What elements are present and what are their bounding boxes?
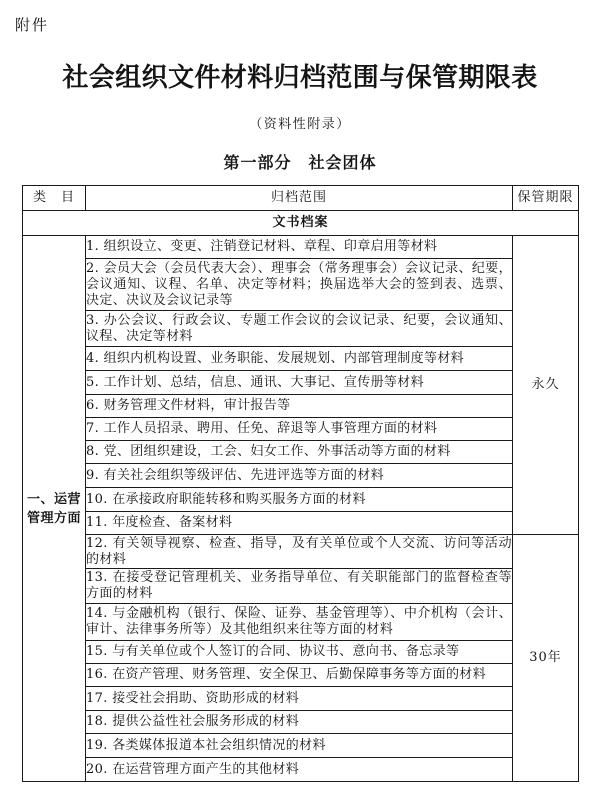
table-row (23, 371, 579, 395)
table-row (23, 758, 579, 782)
scope-item: 17. 接受社会捐助、资助形成的材料 (86, 687, 513, 711)
table-row (23, 734, 579, 758)
table-row (23, 641, 579, 664)
scope-item: 15. 与有关单位或个人签订的合同、协议书、意向书、备忘录等 (86, 641, 513, 664)
scope-item: 6. 财务管理文件材料，审计报告等 (86, 395, 513, 418)
retention-30-years: 30年 (513, 535, 579, 782)
scope-item: 8. 党、团组织建设，工会、妇女工作、外事活动等方面的材料 (86, 441, 513, 464)
scope-item: 19. 各类媒体报道本社会组织情况的材料 (86, 734, 513, 758)
header-retention: 保管期限 (513, 186, 579, 211)
scope-item: 5. 工作计划、总结，信息、通讯、大事记、宣传册等材料 (86, 371, 513, 395)
document-title: 社会组织文件材料归档范围与保管期限表 (62, 63, 538, 93)
table-row (23, 664, 579, 687)
header-row (23, 186, 579, 211)
scope-item: 1. 组织设立、变更、注销登记材料、章程、印章启用等材料 (86, 236, 513, 259)
category-cell: 一、运营管理方面 (23, 236, 86, 782)
table-row (23, 687, 579, 711)
table-row (23, 604, 579, 641)
table-row (23, 311, 579, 347)
table-row (23, 512, 579, 535)
table-row (23, 418, 579, 441)
table-row (23, 236, 579, 259)
section-title: 第一部分 社会团体 (223, 153, 377, 172)
table-row (23, 441, 579, 464)
scope-item: 9. 有关社会组织等级评估、先进评选等方面的材料 (86, 464, 513, 488)
table-row (23, 569, 579, 604)
table-row (23, 488, 579, 512)
table-row (23, 347, 579, 371)
table-row (23, 711, 579, 734)
header-category: 类 目 (23, 186, 86, 211)
scope-item: 11. 年度检查、备案材料 (86, 512, 513, 535)
group-row (23, 211, 579, 236)
scope-item: 13. 在接受登记管理机关、业务指导单位、有关职能部门的监督检查等方面的材料 (86, 569, 513, 604)
table-row (23, 395, 579, 418)
scope-item: 4. 组织内机构设置、业务职能、发展规划、内部管理制度等材料 (86, 347, 513, 371)
scope-item: 10. 在承接政府职能转移和购买服务方面的材料 (86, 488, 513, 512)
table-row (23, 259, 579, 311)
table-row (23, 535, 579, 569)
scope-item: 20. 在运营管理方面产生的其他材料 (86, 758, 513, 782)
scope-item: 7. 工作人员招录、聘用、任免、辞退等人事管理方面的材料 (86, 418, 513, 441)
header-scope: 归档范围 (86, 186, 513, 211)
table-row (23, 464, 579, 488)
scope-item: 12. 有关领导视察、检查、指导，及有关单位或个人交流、访问等活动的材料 (86, 535, 512, 567)
retention-table (22, 185, 579, 782)
retention-permanent: 永久 (513, 236, 579, 535)
scope-item: 2. 会员大会（会员代表大会）、理事会（常务理事会）会议记录、纪要，会议通知、议程、名单、决定等材料；换届选举大会的签到表、选票、决定、决议及会议记录等 (86, 259, 513, 311)
document-subtitle: （资料性附录） (249, 117, 351, 132)
scope-item: 18. 提供公益性社会服务形成的材料 (86, 711, 513, 734)
group-title: 文书档案 (23, 211, 579, 236)
scope-item: 16. 在资产管理、财务管理、安全保卫、后勤保障事务等方面的材料 (86, 664, 513, 687)
attachment-label: 附件 (15, 16, 50, 34)
scope-item: 3. 办公会议、行政会议、专题工作会议的会议记录、纪要，会议通知、议程、决定等材料 (86, 311, 513, 347)
scope-item: 14. 与金融机构（银行、保险、证券、基金管理等）、中介机构（会计、审计、法律事务所等）及其他组织来往等方面的材料 (86, 604, 513, 641)
